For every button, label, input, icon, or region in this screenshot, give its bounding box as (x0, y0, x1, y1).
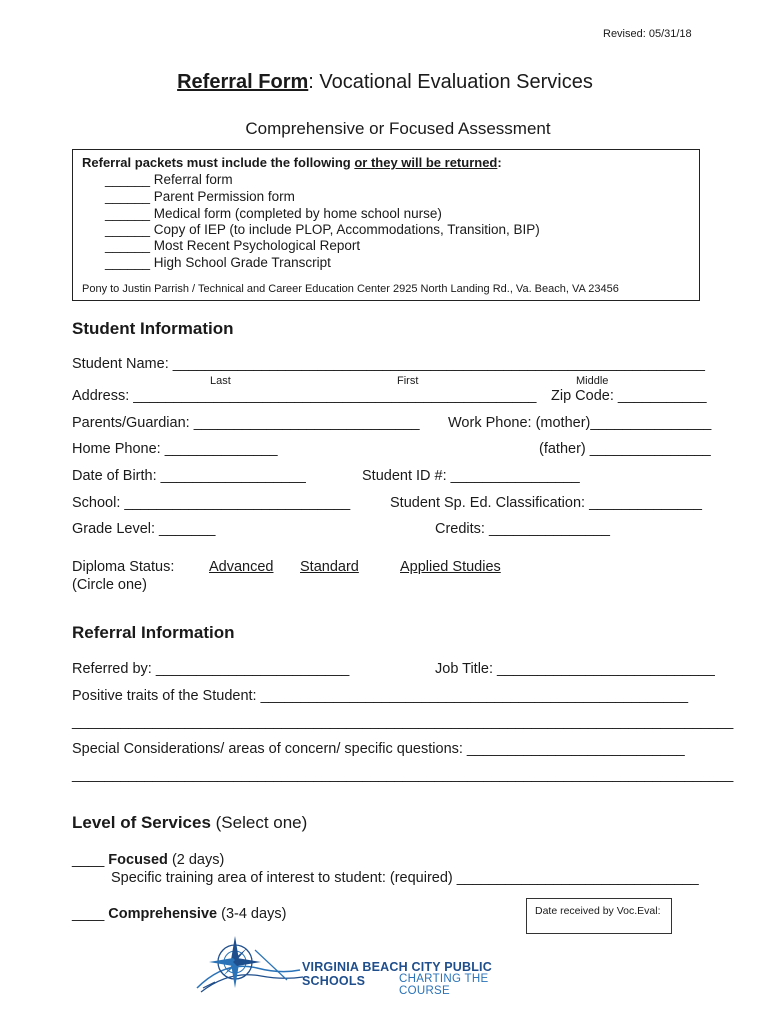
zip-code-field[interactable]: Zip Code: ___________ (551, 388, 707, 404)
checklist-item[interactable]: ______ Parent Permission form (105, 189, 295, 204)
work-phone-mother-field[interactable]: Work Phone: (mother)_______________ (448, 415, 712, 431)
page-title (0, 71, 770, 94)
revised-date: Revised: 05/31/18 (603, 28, 692, 40)
positive-traits-field[interactable]: Positive traits of the Student: _____________________________________________________ (72, 688, 689, 704)
intro-warning: or they will be returned (354, 155, 498, 170)
focused-label: Focused (108, 852, 168, 868)
level-heading-bold: Level of Services (72, 813, 211, 832)
diploma-option-applied-studies[interactable]: Applied Studies (400, 559, 501, 575)
pony-address: Pony to Justin Parrish / Technical and Career Education Center 2925 North Landing Rd., Va. Beach, VA 23456 (82, 283, 619, 295)
comprehensive-duration: (3-4 days) (217, 906, 287, 922)
grade-level-field[interactable]: Grade Level: _______ (72, 521, 216, 537)
logo-title: VIRGINIA BEACH CITY PUBLIC SCHOOLS (302, 960, 492, 988)
checklist-item[interactable]: ______ High School Grade Transcript (105, 255, 331, 270)
sublabel-first: First (397, 375, 419, 387)
diploma-status-label: Diploma Status: (72, 559, 175, 575)
job-title-field[interactable]: Job Title: ___________________________ (435, 661, 715, 677)
checklist-item[interactable]: ______ Most Recent Psychological Report (105, 238, 361, 253)
positive-traits-line[interactable]: __________________________________________________________________________________ (72, 714, 734, 730)
special-considerations-line[interactable]: __________________________________________________________________________________ (72, 767, 734, 783)
focused-training-area-field[interactable]: Specific training area of interest to student: (required) ______________________________ (111, 870, 699, 886)
sublabel-middle: Middle (576, 375, 609, 387)
packet-intro (82, 155, 502, 170)
home-phone-field[interactable]: Home Phone: ______________ (72, 441, 278, 457)
address-field[interactable]: Address: __________________________________________________ (72, 388, 537, 404)
circle-one-note: (Circle one) (72, 577, 147, 593)
level-heading-rest: (Select one) (210, 813, 308, 832)
page-subtitle: Comprehensive or Focused Assessment (245, 119, 551, 138)
title-bold: Referral Form (177, 71, 309, 93)
referral-info-heading: Referral Information (72, 623, 235, 642)
vbcps-logo (195, 930, 540, 996)
student-info-heading: Student Information (72, 319, 234, 338)
diploma-option-advanced[interactable]: Advanced (209, 559, 274, 575)
packet-requirements-box (72, 149, 700, 301)
diploma-option-standard[interactable]: Standard (300, 559, 359, 575)
parents-guardian-field[interactable]: Parents/Guardian: ____________________________ (72, 415, 420, 431)
option-comprehensive[interactable] (72, 906, 286, 922)
sped-classification-field[interactable]: Student Sp. Ed. Classification: ______________ (390, 495, 702, 511)
student-id-field[interactable]: Student ID #: ________________ (362, 468, 580, 484)
comprehensive-blank[interactable]: ____ (72, 906, 109, 922)
school-field[interactable]: School: ____________________________ (72, 495, 351, 511)
checklist-item[interactable]: ______ Medical form (completed by home school nurse) (105, 206, 442, 221)
intro-text: Referral packets must include the following (82, 155, 355, 170)
sublabel-last: Last (210, 375, 231, 387)
focused-duration: (2 days) (167, 852, 225, 868)
logo-tagline: CHARTING THE COURSE (399, 973, 489, 997)
compass-rose-icon (195, 930, 305, 994)
date-of-birth-field[interactable]: Date of Birth: __________________ (72, 468, 306, 484)
checklist-item[interactable]: ______ Copy of IEP (to include PLOP, Accommodations, Transition, BIP) (105, 222, 540, 237)
referred-by-field[interactable]: Referred by: ________________________ (72, 661, 350, 677)
date-received-label: Date received by Voc.Eval: (535, 905, 661, 917)
focused-blank[interactable]: ____ (72, 852, 109, 868)
student-name-field[interactable]: Student Name: __________________________________________________________________ (72, 356, 705, 372)
special-considerations-field[interactable]: Special Considerations/ areas of concern/ specific questions: ___________________________ (72, 741, 685, 757)
comprehensive-label: Comprehensive (108, 906, 218, 922)
title-rest: : Vocational Evaluation Services (308, 71, 593, 93)
work-phone-father-field[interactable]: (father) _______________ (539, 441, 711, 457)
intro-colon: : (497, 155, 502, 170)
option-focused[interactable] (72, 852, 224, 868)
credits-field[interactable]: Credits: _______________ (435, 521, 610, 537)
date-received-box[interactable] (526, 898, 672, 934)
level-services-heading (72, 813, 307, 833)
checklist-item[interactable]: ______ Referral form (105, 172, 233, 187)
